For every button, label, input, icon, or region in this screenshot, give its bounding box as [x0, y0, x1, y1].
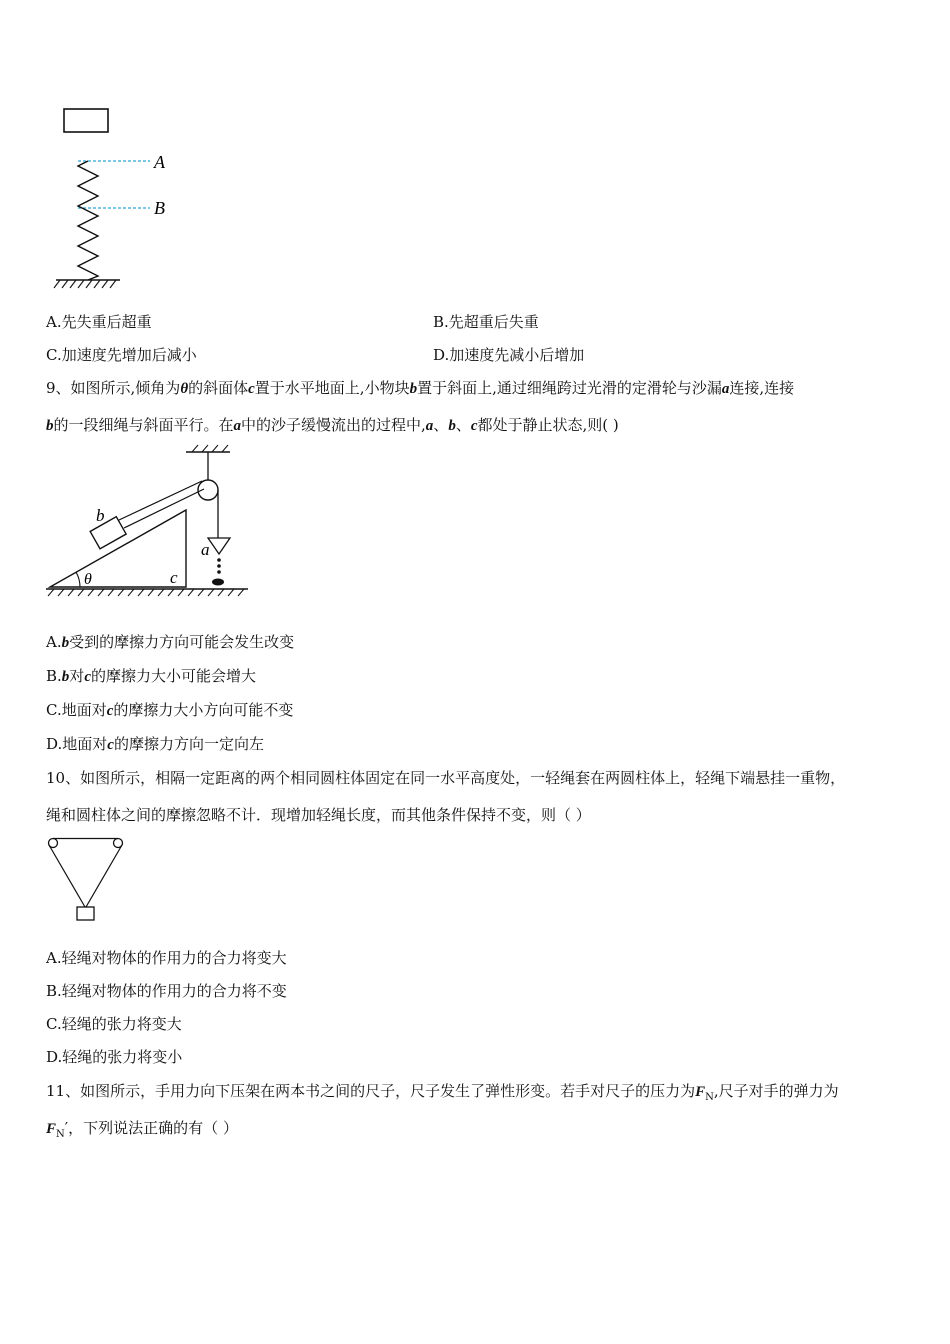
q11-stem-line2: $F_N'$，下列说法正确的有（ ） — [46, 1119, 238, 1140]
q8-option-c: C.加速度先增加后减小 — [46, 346, 197, 364]
hanging-weight — [77, 907, 94, 920]
q9-stem-line2: b的一段细绳与斜面平行。在a中的沙子缓慢流出的过程中,a、b、c都处于静止状态,则( ) — [46, 416, 619, 434]
q9-option-c: C.地面对c的摩擦力大小方向可能不变 — [46, 701, 294, 719]
incline-pulley-figure — [44, 442, 254, 600]
q9-option-a: A.b受到的摩擦力方向可能会发生改变 — [46, 633, 295, 651]
two-cylinder-figure — [44, 834, 128, 924]
label-a: A — [154, 152, 165, 172]
rope-to-block — [119, 481, 202, 520]
q9-option-d: D.地面对c的摩擦力方向一定向左 — [46, 735, 264, 753]
q8-option-a: A.先失重后超重 — [46, 313, 152, 331]
q10-option-a: A.轻绳对物体的作用力的合力将变大 — [46, 949, 287, 967]
label-b: B — [154, 198, 165, 218]
q11-stem-line1: 11、如图所示，手用力向下压架在两本书之间的尺子，尺子发生了弹性形变。若手对尺子的压力为$F_N$,尺子对手的弹力为 — [46, 1082, 839, 1103]
label-a-fig: a — [201, 540, 210, 559]
q8-option-b: B.先超重后失重 — [433, 313, 539, 331]
spring-coil — [78, 161, 98, 280]
q9-option-b: B.b对c的摩擦力大小可能会增大 — [46, 667, 256, 685]
label-theta-fig: θ — [84, 571, 92, 588]
falling-block — [64, 109, 108, 132]
spring-figure — [50, 100, 190, 295]
q10-stem-line2: 绳和圆柱体之间的摩擦忽略不计．现增加轻绳长度，而其他条件保持不变，则（ ） — [46, 806, 591, 824]
q10-option-b: B.轻绳对物体的作用力的合力将不变 — [46, 982, 287, 1000]
q10-stem-line1: 10、如图所示，相隔一定距离的两个相同圆柱体固定在同一水平高度处，一轻绳套在两圆柱体上，轻绳下端悬挂一重物， — [46, 769, 846, 787]
q8-option-d: D.加速度先减小后增加 — [433, 346, 585, 364]
q10-option-d: D.轻绳的张力将变小 — [46, 1048, 183, 1066]
q9-stem-line1: 9、如图所示,倾角为θ的斜面体c置于水平地面上,小物块b置于斜面上,通过细绳跨过光滑的定滑轮与沙漏a连接,连接 — [46, 379, 795, 397]
q10-option-c: C.轻绳的张力将变大 — [46, 1015, 182, 1033]
label-c-fig: c — [170, 568, 178, 587]
label-b-fig: b — [96, 506, 105, 525]
sand-funnel-a — [208, 538, 230, 554]
